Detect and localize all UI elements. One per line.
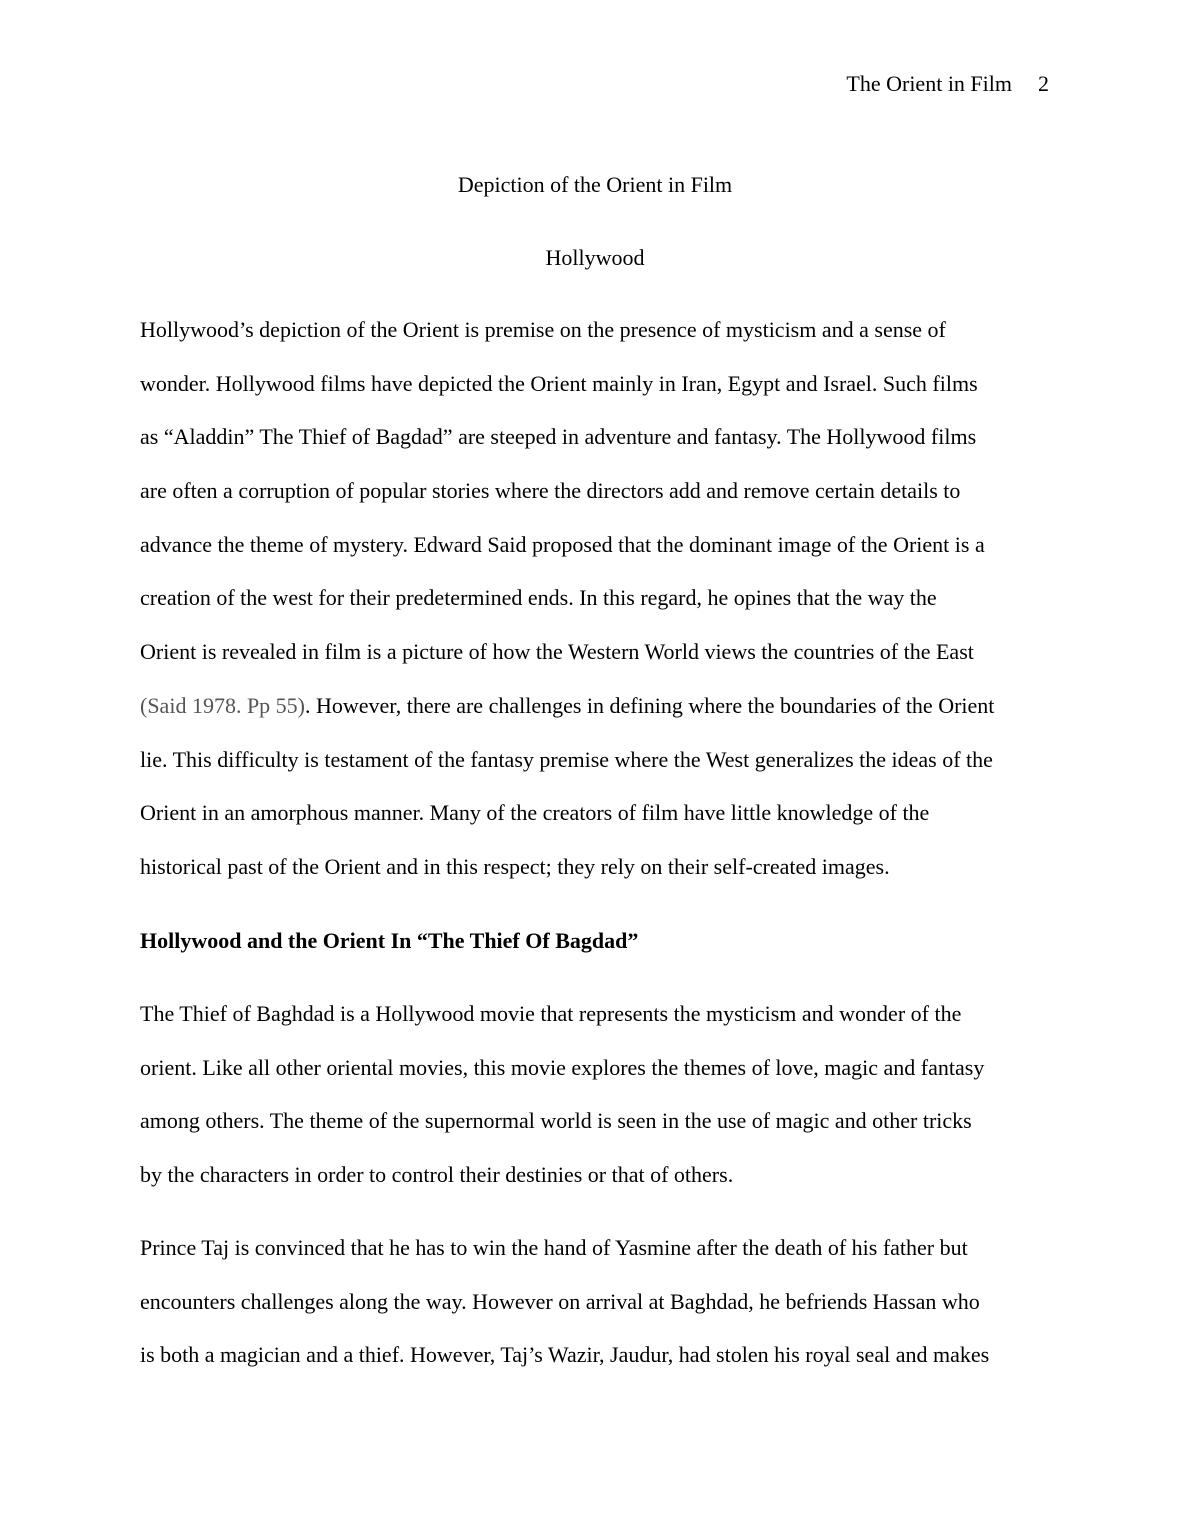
paragraph-line: creation of the west for their predetermined ends. In this regard, he opines that the way the — [140, 585, 937, 611]
paragraph-line: is both a magician and a thief. However, Taj’s Wazir, Jaudur, had stolen his royal seal and makes — [140, 1342, 990, 1368]
paragraph-line: Orient in an amorphous manner. Many of the creators of film have little knowledge of the — [140, 800, 930, 826]
paragraph-line: orient. Like all other oriental movies, this movie explores the themes of love, magic and fantasy — [140, 1054, 985, 1080]
paragraph-line-text: . However, there are challenges in defining where the boundaries of the Orient — [305, 692, 995, 718]
paragraph-line: advance the theme of mystery. Edward Said proposed that the dominant image of the Orient is a — [140, 531, 985, 557]
page-number: 2 — [1038, 71, 1049, 96]
paragraph-2 — [140, 987, 1052, 1202]
paragraph-line: Orient is revealed in film is a picture of how the Western World views the countries of the East — [140, 639, 974, 665]
paragraph-line: Prince Taj is convinced that he has to win the hand of Yasmine after the death of his father but — [140, 1235, 968, 1260]
paragraph-line: are often a corruption of popular stories where the directors add and remove certain details to — [140, 478, 961, 504]
paragraph-line-with-citation — [140, 679, 1052, 733]
paragraph-3 — [140, 1221, 1052, 1382]
paragraph-line: encounters challenges along the way. However on arrival at Baghdad, he befriends Hassan who — [140, 1288, 980, 1314]
document-title: Depiction of the Orient in Film — [457, 172, 733, 197]
running-head-title: The Orient in Film — [846, 71, 1012, 96]
paragraph-line: The Thief of Baghdad is a Hollywood movie that represents the mysticism and wonder of the — [140, 1001, 962, 1026]
running-head — [846, 70, 1049, 98]
citation: (Said 1978. Pp 55) — [140, 692, 305, 718]
paragraph-line: Hollywood’s depiction of the Orient is premise on the presence of mysticism and a sense of — [140, 317, 946, 342]
paragraph-line: by the characters in order to control their destinies or that of others. — [140, 1162, 734, 1188]
paragraph-line: wonder. Hollywood films have depicted the Orient mainly in Iran, Egypt and Israel. Such films — [140, 370, 978, 396]
paragraph-line: as “Aladdin” The Thief of Bagdad” are steeped in adventure and fantasy. The Hollywood films — [140, 424, 977, 450]
section-heading: Hollywood and the Orient In “The Thief Of Bagdad” — [140, 928, 639, 953]
paragraph-1 — [140, 303, 1052, 894]
paragraph-line: historical past of the Orient and in this respect; they rely on their self-created images. — [140, 853, 890, 879]
paragraph-line: among others. The theme of the supernormal world is seen in the use of magic and other tricks — [140, 1108, 972, 1134]
document-subtitle: Hollywood — [545, 245, 645, 270]
paragraph-line: lie. This difficulty is testament of the fantasy premise where the West generalizes the ideas of the — [140, 746, 993, 772]
